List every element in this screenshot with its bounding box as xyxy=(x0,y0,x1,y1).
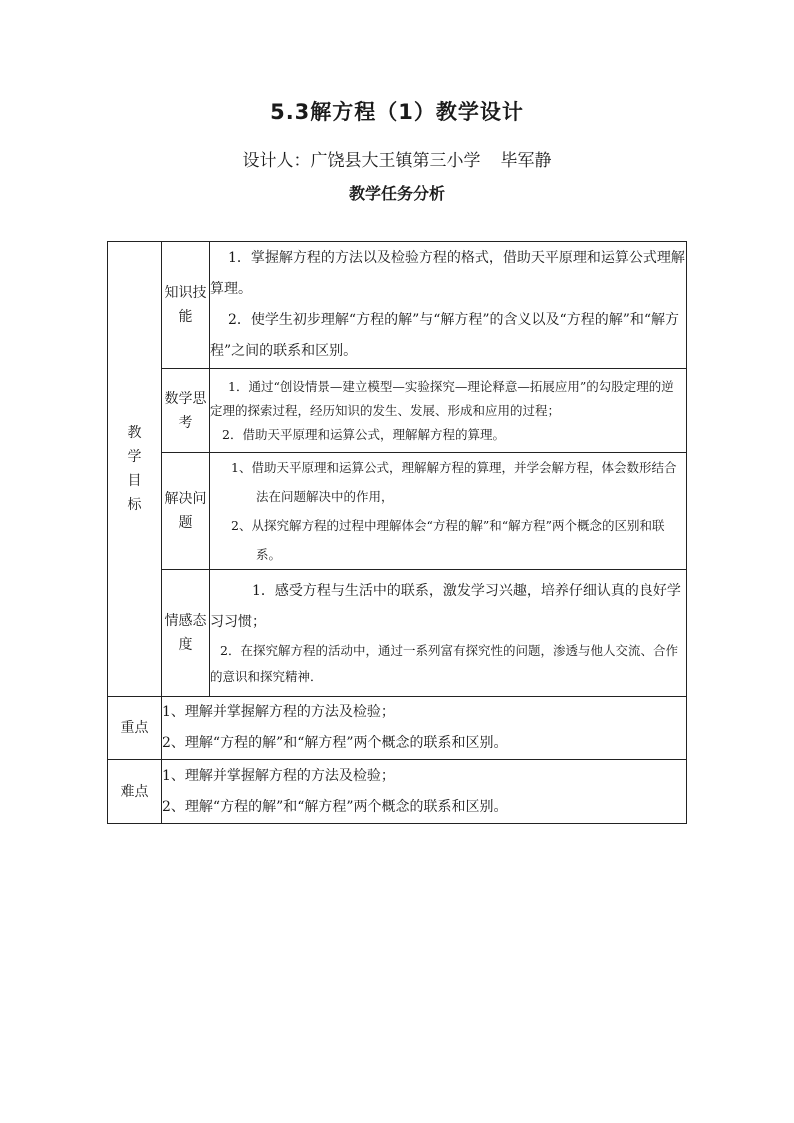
section-title: 教学任务分析 xyxy=(348,184,445,203)
list-item: 2、从探究解方程的过程中理解体会“方程的解”和“解方程”两个概念的区别和联系。 xyxy=(231,518,665,562)
attitude-label: 情感态度 xyxy=(162,570,210,697)
list-item: 1．掌握解方程的方法以及检验方程的格式，借助天平原理和运算公式理解算理。 xyxy=(210,250,685,297)
list-item: 1、理解并掌握解方程的方法及检验； xyxy=(162,704,395,720)
problem-solving-label: 解决问题 xyxy=(162,453,210,570)
list-item: 1．通过“创设情景—建立模型—实验探究—理论释意—拓展应用”的勾股定理的逆定理的探索过程，经历知识的发生、发展、形成和应用的过程； xyxy=(210,378,674,418)
document-title: 5.3解方程（1）教学设计 xyxy=(270,100,524,124)
author-label: 设计人：广饶县大王镇第三小学 xyxy=(242,151,481,171)
difficulties-label: 难点 xyxy=(108,760,162,824)
list-item: 1、借助天平原理和运算公式，理解解方程的算理，并学会解方程，体会数形结合法在问题解决中的作用， xyxy=(231,460,677,504)
list-item: 2、理解“方程的解”和“解方程”两个概念的联系和区别。 xyxy=(162,798,508,815)
problem-solving-content xyxy=(210,453,687,570)
task-analysis-table xyxy=(107,241,687,824)
knowledge-skills-content xyxy=(210,242,687,369)
key-points-label: 重点 xyxy=(108,697,162,760)
author-name: 毕军静 xyxy=(500,151,552,171)
objectives-label: 教 学 目 标 xyxy=(108,242,162,697)
math-thinking-label: 数学思考 xyxy=(162,369,210,453)
knowledge-skills-label: 知识技能 xyxy=(162,242,210,369)
list-item: 2．使学生初步理解“方程的解”与“解方程”的含义以及“方程的解”和“解方程”之间的联系和区别。 xyxy=(210,312,680,359)
author-line xyxy=(0,146,794,171)
list-item: 1、理解并掌握解方程的方法及检验； xyxy=(162,767,395,784)
list-item: 2．借助天平原理和运算公式，理解解方程的算理。 xyxy=(222,426,505,442)
key-points-content xyxy=(162,697,687,760)
list-item: 1．感受方程与生活中的联系，激发学习兴趣，培养仔细认真的良好学习习惯； xyxy=(210,583,681,630)
difficulties-content xyxy=(162,760,687,824)
math-thinking-content xyxy=(210,369,687,453)
attitude-content xyxy=(210,570,687,697)
list-item: 2．在探究解方程的活动中，通过一系列富有探究性的问题，渗透与他人交流、合作的意识和探究精神． xyxy=(210,643,678,684)
list-item: 2、理解“方程的解”和“解方程”两个概念的联系和区别。 xyxy=(162,735,508,751)
